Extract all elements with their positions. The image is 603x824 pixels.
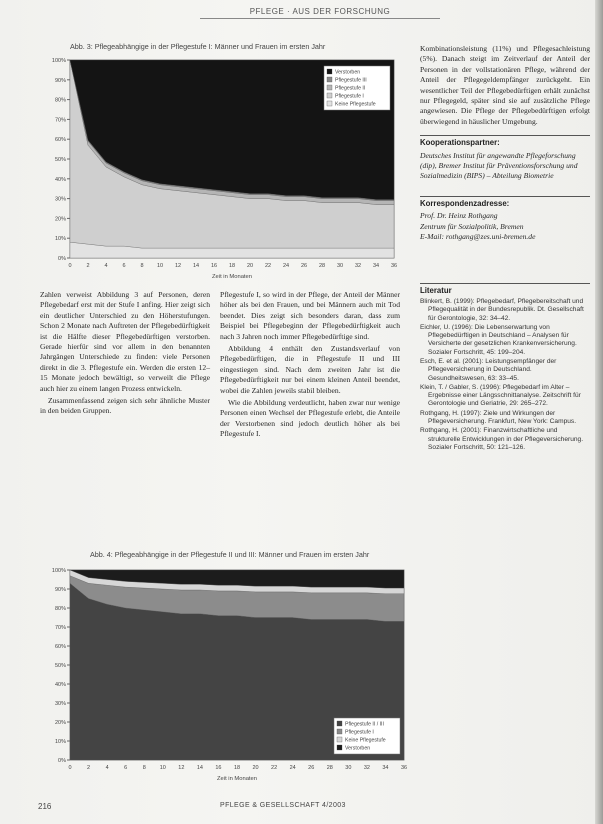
x-tick-label: 36 — [400, 765, 408, 771]
x-tick-label: 24 — [282, 263, 290, 269]
middle-text-column — [220, 290, 400, 442]
address-line-2: Zentrum für Sozialpolitik, Bremen — [420, 221, 524, 231]
cooperation-text: Deutsches Institut für angewandte Pflegeforschung (dip), Bremer Institut für Präventionsforschung und Sozialmedizin (BIPS) – Abteilung Biometrie — [420, 150, 578, 181]
y-tick-label: 10% — [54, 236, 66, 243]
mid-paragraph-3: Wie die Abbildung verdeutlicht, haben zwar nur wenige Personen einen Wechsel der Pflegestufe erlebt, die Anteile der Verstorbenen sind jedoch deutlich höher als bei Pflegestufe I. — [220, 398, 400, 439]
page-number: 216 — [38, 802, 52, 811]
y-tick-label: 0% — [58, 256, 66, 262]
legend-swatch — [327, 85, 332, 90]
legend-swatch — [337, 721, 342, 726]
literature-list — [420, 298, 590, 452]
legend-swatch — [327, 101, 332, 106]
y-tick-label: 80% — [54, 606, 66, 612]
x-tick-label: 12 — [178, 765, 185, 771]
legend-label: Verstorben — [335, 69, 361, 76]
legend-label: Keine Pflegestufe — [345, 737, 386, 744]
x-tick-label: 16 — [210, 263, 218, 269]
figure-2-chart — [40, 564, 410, 786]
x-tick-label: 4 — [105, 765, 109, 771]
y-tick-label: 60% — [54, 644, 66, 650]
figure-1-chart — [40, 54, 400, 284]
y-tick-label: 50% — [54, 663, 66, 669]
x-tick-label: 8 — [142, 765, 146, 771]
figure-2-caption: Abb. 4: Pflegeabhängige in der Pflegestufe II und III: Männer und Frauen im ersten Jahr — [90, 550, 370, 559]
y-tick-label: 90% — [54, 77, 66, 84]
y-tick-label: 40% — [54, 682, 66, 688]
x-tick-label: 0 — [68, 263, 72, 269]
x-tick-label: 16 — [215, 765, 222, 771]
running-head: PFLEGE · AUS DER FORSCHUNG — [200, 7, 440, 19]
x-tick-label: 26 — [300, 263, 308, 269]
x-tick-label: 14 — [196, 765, 203, 771]
literature-item: Esch, E. et al. (2001): Leistungsempfänger der Pflegeversicherung in Deutschland. Gesundheitswesen, 63: 33–45. — [420, 357, 557, 382]
x-tick-label: 2 — [87, 765, 91, 771]
literature-item: Klein, T. / Gabler, S. (1996): Pflegebedarf im Alter – Ergebnisse einer Längsschnittanalyse. Zeitschrift für Gerontologie und Geriatrie, 29: 265–272. — [420, 383, 581, 408]
y-tick-label: 0% — [58, 758, 66, 764]
y-tick-label: 70% — [54, 625, 66, 631]
x-tick-label: 30 — [336, 263, 344, 269]
legend-label: Pflegestufe I — [345, 729, 374, 736]
x-tick-label: 36 — [390, 263, 398, 269]
y-tick-label: 30% — [54, 196, 66, 203]
x-tick-label: 30 — [345, 765, 352, 771]
x-tick-label: 4 — [104, 263, 108, 269]
x-tick-label: 20 — [246, 263, 254, 269]
y-tick-label: 10% — [54, 739, 66, 745]
left-paragraph-1: Zahlen verweist Abbildung 3 auf Personen, deren Pflegebedarf erst mit der Stufe I anfing. Hier zeigt sich ein deutlicher Unterschied zu den Höherstufungen. Schon 2 Monate nach Auftreten der Pflegebedürftigkeit ist die Hälfte dieser Pflegebedürftigen verstorben. Gerade hierfür sind vor allem in den benannten Jahrgängen Unterschiede zu finden: viele Personen direkt in die 3. Pflegestufe ein. Werden die ersten 12–15 Monate jedoch bewältigt, so verweilt die Pflege auch hier zu einem langen Prozess entwickeln. — [40, 290, 210, 393]
left-paragraph-2: Zusammenfassend zeigen sich sehr ähnliche Muster in den beiden Gruppen. — [40, 396, 210, 416]
x-tick-label: 26 — [308, 765, 315, 771]
journal-footer: PFLEGE & GESELLSCHAFT 4/2003 — [220, 802, 346, 809]
address-heading: Korrespondenzadresse: — [420, 196, 590, 209]
x-tick-label: 32 — [354, 263, 362, 269]
y-tick-label: 90% — [54, 587, 66, 593]
legend-label: Pflegestufe III — [335, 77, 367, 84]
x-tick-label: 6 — [122, 263, 126, 269]
x-tick-label: 22 — [271, 765, 278, 771]
x-tick-label: 34 — [372, 263, 380, 269]
y-tick-label: 100% — [51, 58, 66, 64]
literature-item: Eichler, U. (1996): Die Lebenserwartung von Pflegebedürftigen in Deutschland – Analysen für Versicherte der gesetzlichen Krankenversicherung. Sozialer Fortschritt, 45: 199–204. — [420, 323, 577, 356]
right-top-paragraph: Kombinationsleistung (11%) und Pflegesachleistung (5%). Danach steigt im Zeitverlauf der Anteil der Personen in der vollstationären Pflege, während der Anteil der Pflegegeldempfänger zurückgeht. Ein wesentlicher Teil der Pflegebedürftigen erhält zunächst nur Pflegegeld, später sind sie auf zusätzliche Pflege angewiesen. Die Pflege der Pflegebedürftigen erfolgt überwiegend in häuslicher Umgebung. — [420, 44, 590, 126]
legend-swatch — [327, 69, 332, 74]
legend-label: Keine Pflegestufe — [335, 101, 376, 108]
x-tick-label: 2 — [86, 263, 90, 269]
left-text-column — [40, 290, 210, 419]
legend-label: Pflegestufe II / III — [345, 721, 384, 728]
legend-swatch — [327, 93, 332, 98]
literature-item: Rothgang, H. (1997): Ziele und Wirkungen der Pflegeversicherung. Frankfurt, New York: Campus. — [420, 409, 577, 426]
x-axis-label: Zeit in Monaten — [217, 776, 257, 782]
chart1-svg — [40, 54, 400, 284]
x-tick-label: 10 — [159, 765, 166, 771]
y-tick-label: 30% — [54, 701, 66, 707]
right-column — [420, 44, 590, 453]
x-tick-label: 32 — [363, 765, 370, 771]
legend-label: Pflegestufe I — [335, 93, 364, 100]
x-tick-label: 6 — [124, 765, 128, 771]
mid-paragraph-1: Pflegestufe I, so wird in der Pflege, der Anteil der Männer höher als bei den Frauen, und bei Männern auch mit Tod beendet. Dies zeigt sich besonders daran, dass zum Beispiel bei Pflegebeginn der Pflegebedürftigkeit auch nach 3 Jahren noch immer Pflegebedürftige sind. — [220, 290, 400, 341]
x-tick-label: 14 — [192, 263, 200, 269]
x-tick-label: 28 — [326, 765, 333, 771]
literature-heading: Literatur — [420, 283, 590, 296]
y-tick-label: 20% — [54, 720, 66, 726]
binding-edge — [595, 0, 603, 824]
x-tick-label: 22 — [264, 263, 272, 269]
x-tick-label: 8 — [140, 263, 144, 269]
legend-swatch — [327, 77, 332, 82]
address-line-3: E-Mail: rothgang@zes.uni-bremen.de — [420, 232, 536, 242]
x-tick-label: 12 — [174, 263, 182, 269]
legend-label: Verstorben — [345, 745, 371, 752]
literature-item: Rothgang, H. (2001): Finanzwirtschaftliche und strukturelle Entwicklungen in der Pflegeversicherung. Sozialer Fortschritt, 50: 121–126. — [420, 427, 584, 451]
y-tick-label: 20% — [54, 216, 66, 223]
y-tick-label: 60% — [54, 137, 66, 144]
x-tick-label: 10 — [156, 263, 164, 269]
address-line-1: Prof. Dr. Heinz Rothgang — [420, 211, 498, 221]
x-tick-label: 24 — [289, 765, 296, 771]
figure-1-caption: Abb. 3: Pflegeabhängige in der Pflegestufe I: Männer und Frauen im ersten Jahr — [70, 42, 326, 51]
legend-label: Pflegestufe II — [335, 85, 366, 92]
legend-swatch — [337, 729, 342, 734]
y-tick-label: 50% — [54, 157, 66, 163]
cooperation-heading: Kooperationspartner: — [420, 135, 590, 148]
chart2-svg — [40, 564, 410, 786]
y-tick-label: 80% — [54, 97, 66, 104]
legend-swatch — [337, 737, 342, 742]
x-tick-label: 28 — [318, 263, 326, 269]
x-tick-label: 18 — [228, 263, 236, 269]
y-tick-label: 100% — [51, 568, 66, 574]
literature-item: Blinkert, B. (1999): Pflegebedarf, Pflegebereitschaft und Pflegequalität in der Bundesrepublik. Dt. Gesellschaft für Gerontologie, 32: 34–42. — [420, 297, 584, 322]
x-axis-label: Zeit in Monaten — [212, 274, 252, 280]
mid-paragraph-2: Abbildung 4 enthält den Zustandsverlauf von Pflegebedürftigen, die in Pflegestufe II und III eingestiegen sind. Nach dem zweiten Jahr ist die Pflegebedürftigkeit nur bei einem kleinen Anteil beendet, wobei die Zahlen jeweils stabil bleiben. — [220, 344, 400, 395]
x-tick-label: 20 — [252, 765, 259, 771]
x-tick-label: 0 — [68, 765, 72, 771]
x-tick-label: 34 — [382, 765, 389, 771]
y-tick-label: 70% — [54, 117, 66, 124]
legend-swatch — [337, 745, 342, 750]
y-tick-label: 40% — [54, 176, 66, 183]
x-tick-label: 18 — [233, 765, 241, 771]
